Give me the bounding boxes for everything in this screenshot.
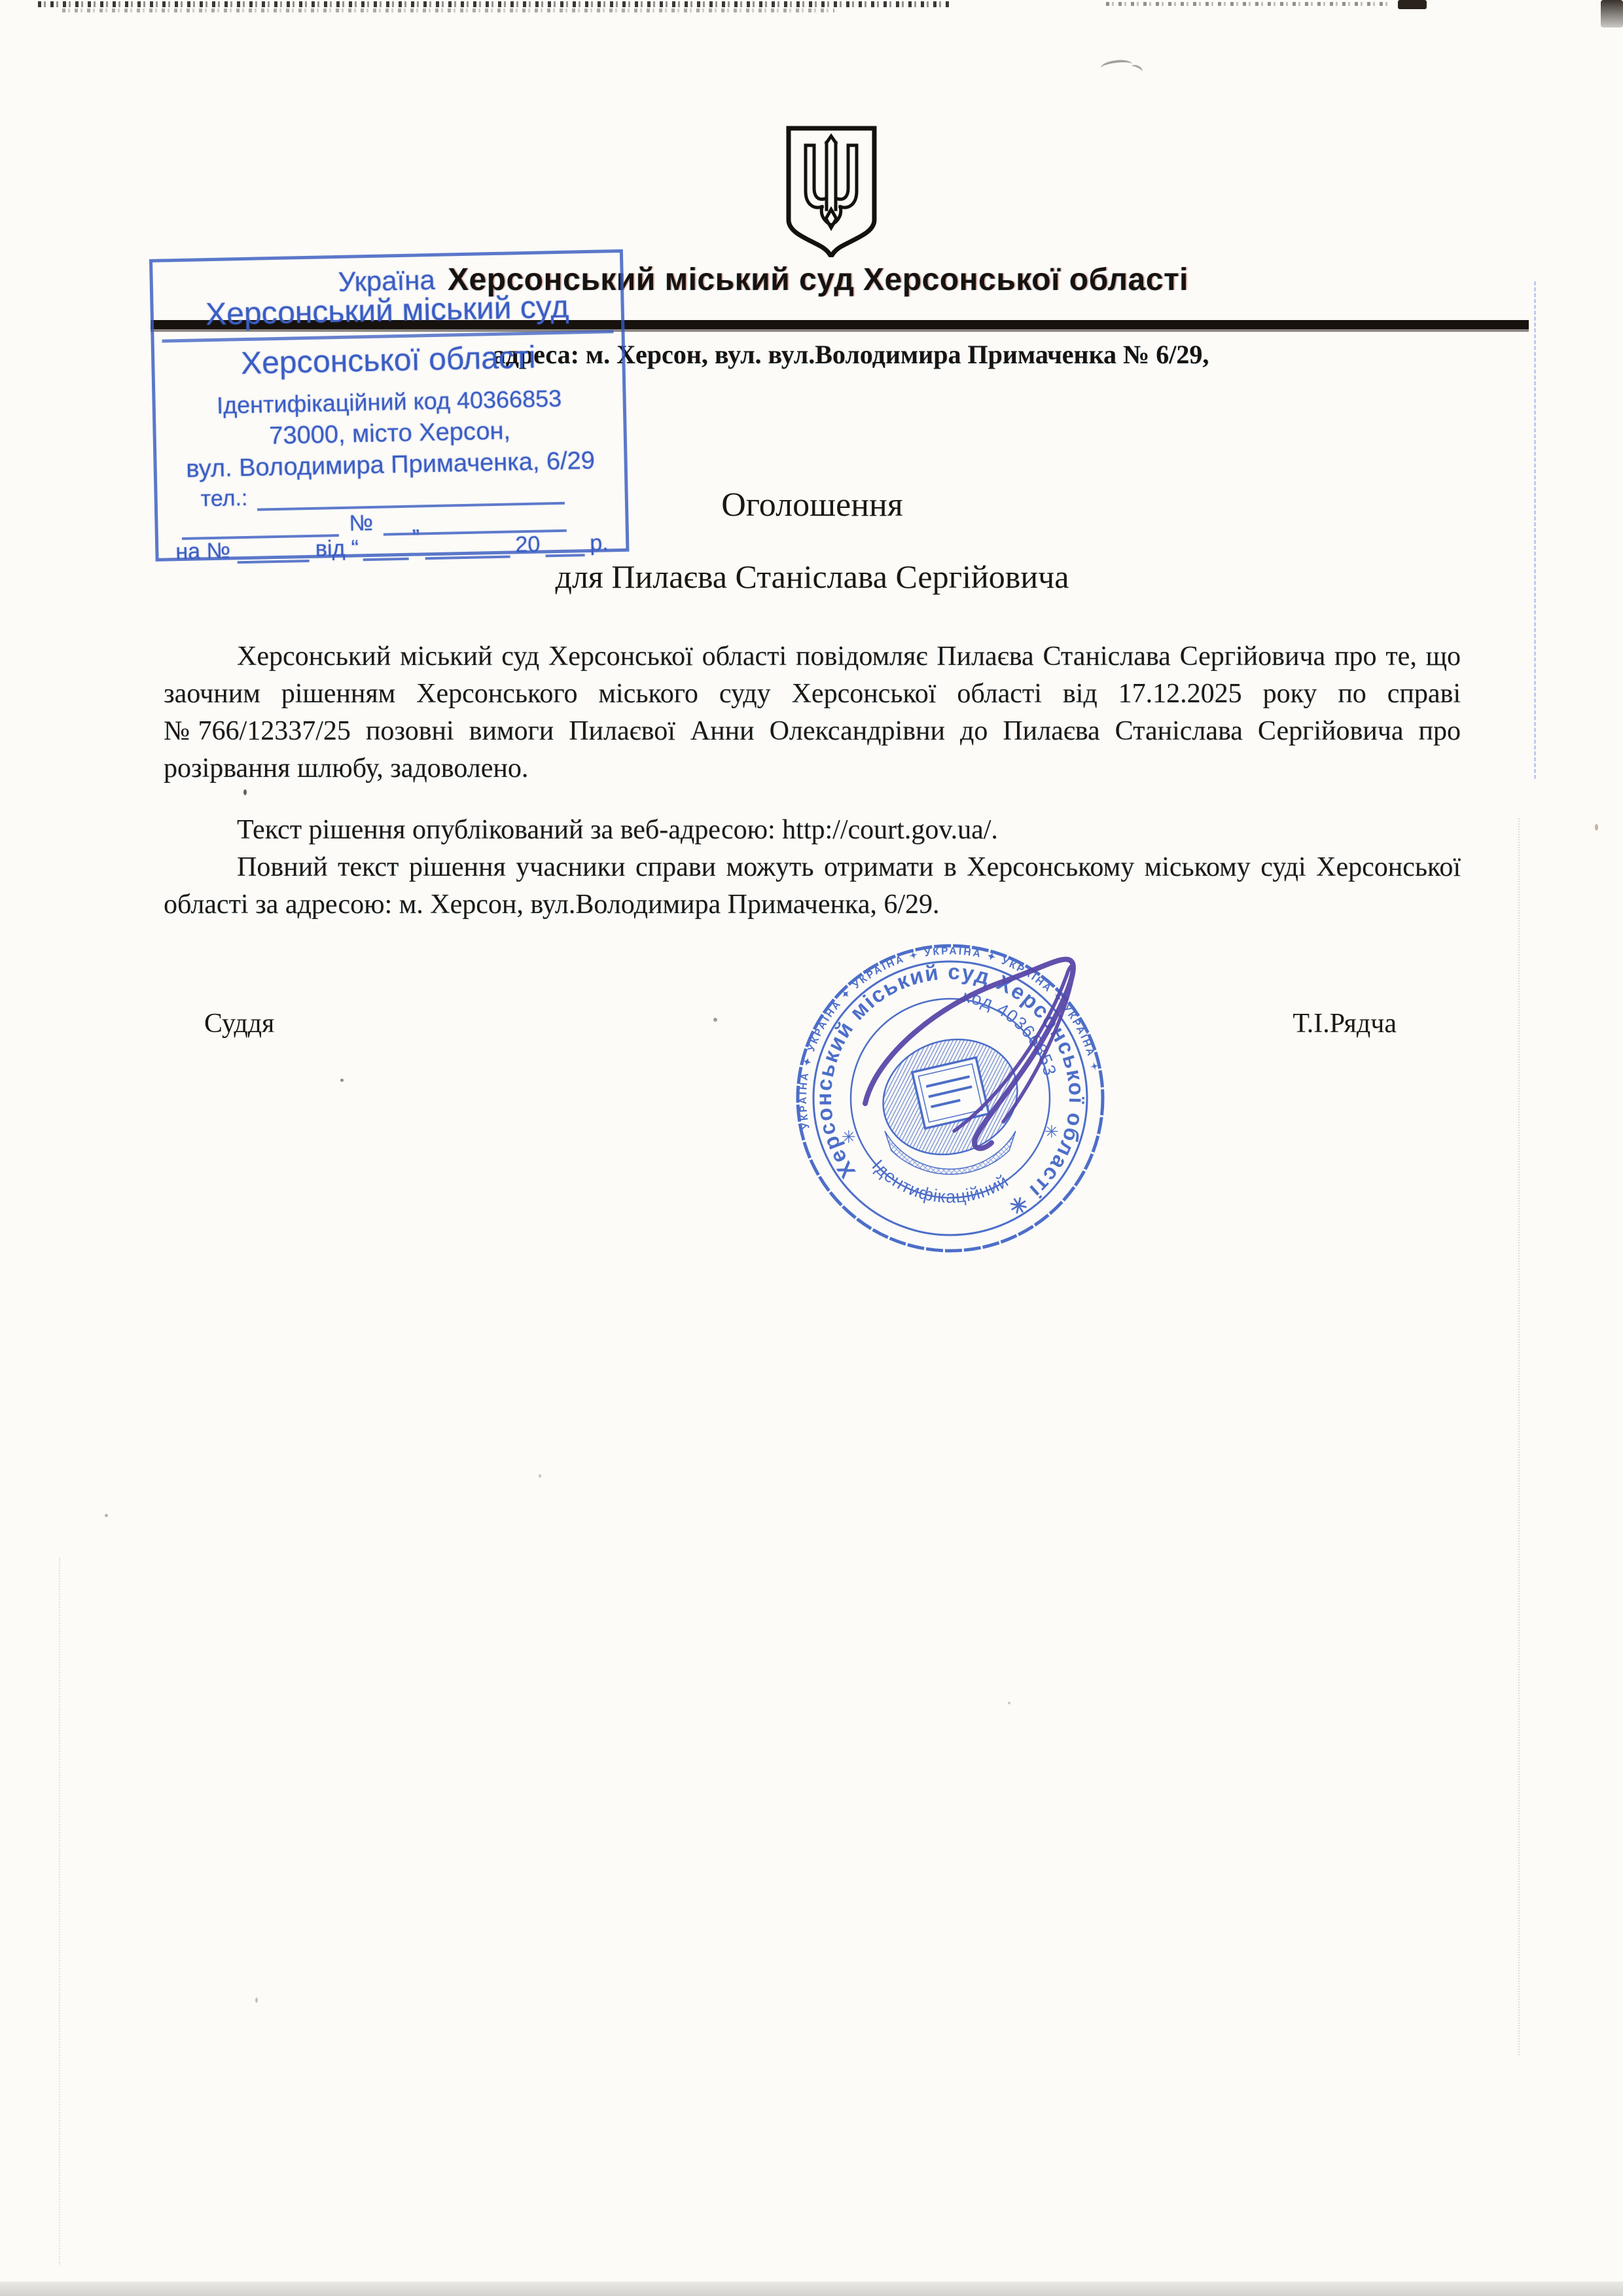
seal-center-emblem — [868, 1022, 1033, 1174]
corner-stamp-id-code: Ідентифікаційний код 40366853 — [216, 384, 562, 419]
announcement-addressee: для Пилаєва Станіслава Сергійовича — [555, 558, 1069, 595]
seal-main-ring-text: Херсонський міський суд Херсонської області ✳ — [811, 959, 1090, 1221]
seal-star-left: ✳ — [842, 1128, 856, 1147]
corner-stamp-number-label: № — [349, 510, 374, 536]
scan-artifact-top-band-3 — [1106, 2, 1387, 6]
scan-artifact-corner-mark — [1601, 0, 1623, 27]
scan-smudge — [1100, 58, 1133, 74]
scan-artifact-top-band-2 — [62, 9, 834, 12]
scan-artifact-bottom-strip — [0, 2282, 1623, 2296]
speck — [105, 1514, 108, 1517]
ukraine-trident-emblem-icon — [781, 123, 882, 260]
round-court-seal — [787, 935, 1114, 1262]
corner-stamp-tel-label: тел.: — [200, 485, 248, 512]
announcement-paragraph-1: Херсонський міський суд Херсонської області повідомляє Пилаєва Станіслава Сергійовича про те, що заочним рішенням Херсонського міського суду Херсонської області від 17.12.2025 року по справі №766/12337/25 позовні вимоги Пилаєвої Анни Олександрівни до Пилаєва Станіслава Сергійовича про розірвання шлюбу, задоволено. — [164, 641, 1461, 783]
seal-star-right: ✳ — [1044, 1122, 1059, 1141]
scan-vertical-line-gray — [1518, 818, 1520, 2055]
corner-stamp-region: Херсонської області — [240, 340, 537, 382]
scan-vertical-line-blue — [1534, 281, 1536, 779]
letterhead-court-name: Херсонський міський суд Херсонської області — [448, 262, 1188, 297]
corner-stamp-postal-city: 73000, місто Херсон, — [268, 417, 511, 450]
announcement-title: Оголошення — [721, 486, 903, 524]
scan-artifact-blob — [1398, 0, 1427, 9]
corner-stamp-quote-close: ” — [412, 525, 420, 550]
corner-stamp-blank — [425, 536, 510, 560]
speck — [255, 1998, 258, 2003]
corner-stamp-blank — [545, 534, 585, 557]
speck — [340, 1079, 344, 1082]
speck — [1008, 1702, 1010, 1704]
announcement-paragraph-3: Повний текст рішення учасники справи можуть отримати в Херсонському міському суді Херсонської області за адресою: м. Херсон, вул.Володимира Примаченка, 6/29. — [164, 852, 1461, 920]
corner-stamp-incoming-label: на № — [175, 538, 231, 565]
speck — [539, 1474, 541, 1478]
seal-outer-ring-text: УКРАЇНА ✦ УКРАЇНА ✦ УКРАЇНА ✦ УКРАЇНА ✦ УКРАЇНА ✦ УКРАЇНА ✦ — [797, 945, 1101, 1130]
announcement-paragraph-2: Текст рішення опублікований за веб-адресою: http://court.gov.ua/. — [237, 815, 998, 845]
corner-stamp-year-prefix: 20 — [515, 531, 541, 558]
speck — [243, 789, 247, 795]
corner-stamp-from-label: від “ — [315, 535, 359, 562]
judge-label: Суддя — [204, 1009, 275, 1039]
corner-stamp-street: вул. Володимира Примаченка, 6/29 — [185, 446, 596, 483]
corner-stamp-year-suffix: р. — [589, 530, 609, 556]
speck — [1595, 824, 1598, 831]
letterhead-address: адреса: м. Херсон, вул. вул.Володимира Примаченка № 6/29, — [492, 340, 1209, 369]
judge-name: Т.І.Рядча — [1293, 1009, 1397, 1039]
corner-stamp-country: Україна — [338, 264, 436, 297]
seal-inner-ring-bottom-text: Ідентифікаційний — [868, 1156, 1012, 1207]
scan-smudge-tail — [1130, 63, 1144, 75]
scan-artifact-top-band — [38, 1, 951, 7]
scan-vertical-line-left — [59, 1558, 60, 2265]
corner-stamp-court: Херсонський міський суд — [205, 289, 569, 332]
seal-inner-ring-right-text: код 40366853 — [961, 986, 1060, 1079]
